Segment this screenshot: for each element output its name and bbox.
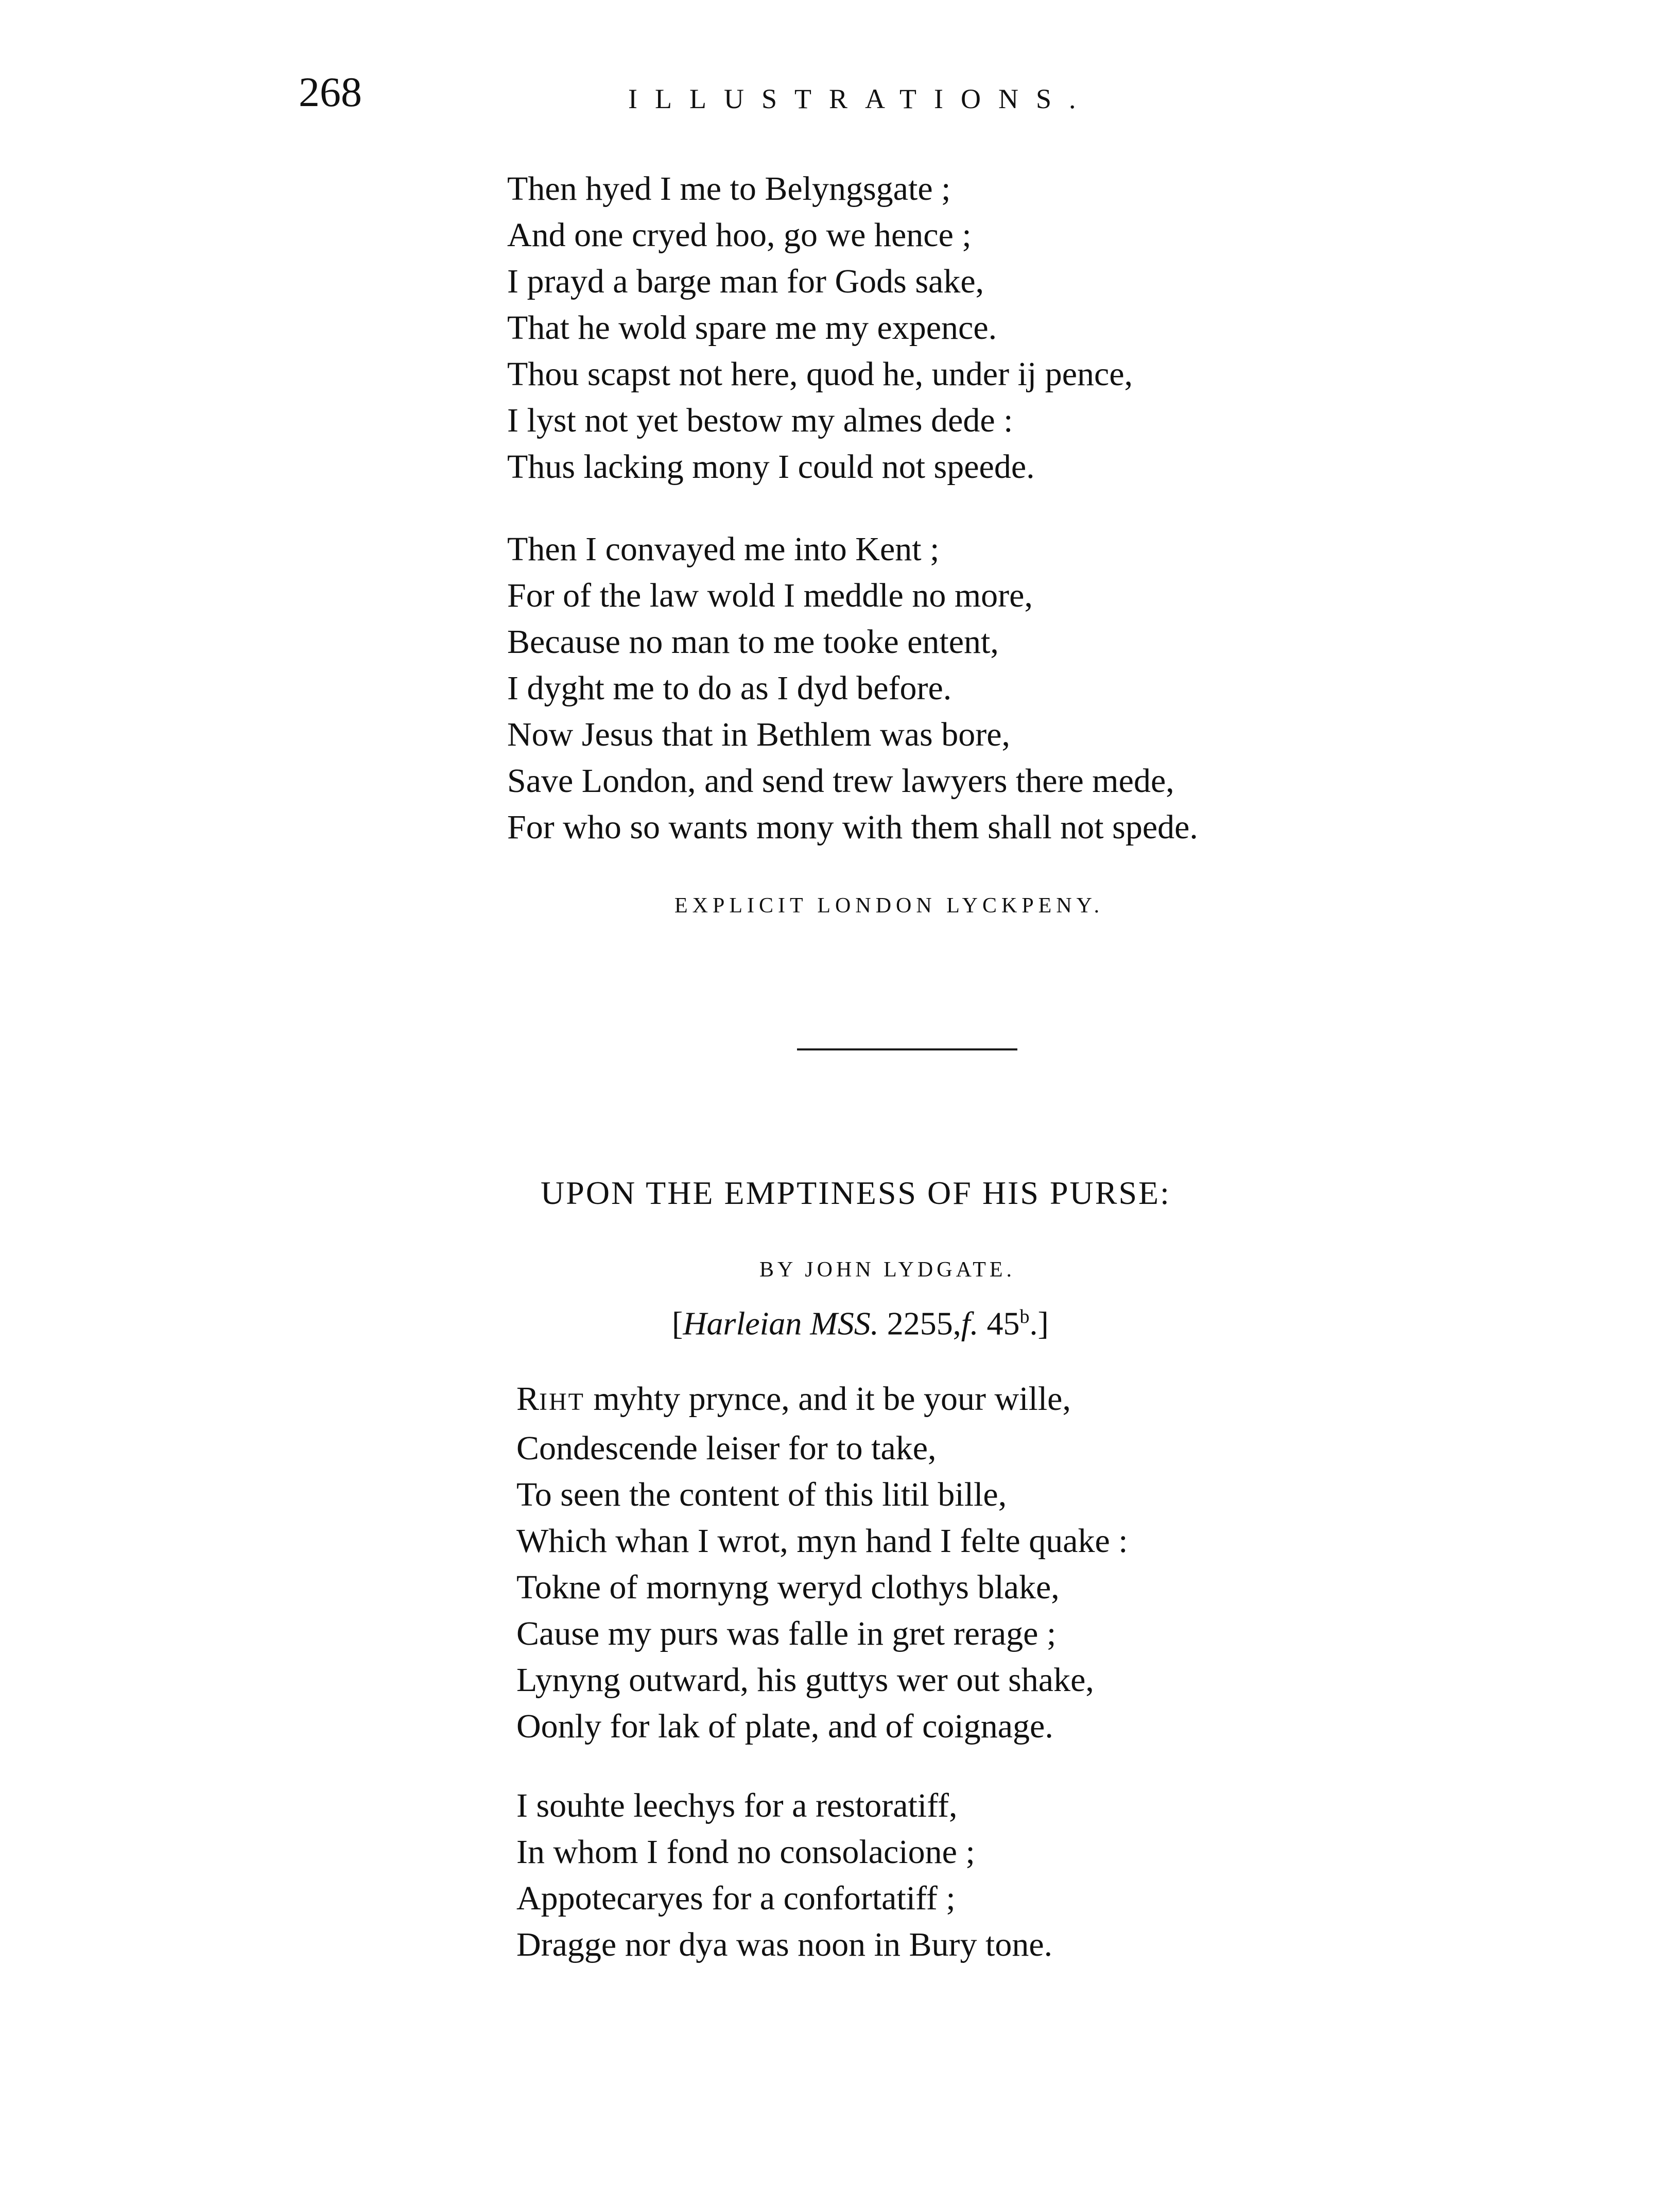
verse-line: Lynyng outward, his guttys wer out shake, [516,1661,1094,1699]
verse-line: Appotecaryes for a confortatiff ; [516,1879,956,1917]
verse-line: For of the law wold I meddle no more, [507,577,1033,614]
verse-line: Cause my purs was falle in gret rerage ; [516,1615,1057,1652]
verse-line: Then I convayed me into Kent ; [507,530,940,568]
verse-line: To seen the content of this litil bille, [516,1476,1007,1513]
folio-leaf: 45 [986,1305,1020,1342]
verse-line: Oonly for lak of plate, and of coignage. [516,1708,1053,1745]
running-head: ILLUSTRATIONS. [628,83,1094,114]
lyckpeny-stanza-2 [507,526,1198,851]
section-divider [797,1048,1017,1050]
first-line-text: myhty prynce, and it be your wille, [585,1380,1071,1418]
byline: BY JOHN LYDGATE. [759,1258,1016,1282]
page-number: 268 [299,68,362,115]
verse-line: Save London, and send trew lawyers there mede, [507,762,1174,800]
lyckpeny-stanza-1 [507,166,1133,490]
verse-line: Which whan I wrot, myn hand I felte quake : [516,1522,1128,1560]
bracket-open: [ [672,1305,683,1342]
manuscript-name: Harleian MSS. [683,1305,879,1342]
verse-line: I prayd a barge man for Gods sake, [507,263,984,300]
verse-line: Thou scapst not here, quod he, under ij pence, [507,355,1133,393]
manuscript-number: 2255, [887,1305,961,1342]
verse-line: For who so wants mony with them shall not spede. [507,808,1198,846]
purse-stanza-1 [516,1376,1128,1750]
verse-line: That he wold spare me my expence. [507,309,997,347]
verse-line: In whom I fond no consolacione ; [516,1833,975,1871]
small-caps-word: IHT [539,1388,585,1416]
verse-line: Condescende leiser for to take, [516,1429,937,1467]
manuscript-reference [672,1307,1049,1340]
verse-line: Tokne of mornyng weryd clothys blake, [516,1568,1060,1606]
poem-title: UPON THE EMPTINESS OF HIS PURSE: [541,1175,1171,1211]
verse-line: Thus lacking mony I could not speede. [507,448,1035,486]
verse-line: I lyst not yet bestow my almes dede : [507,402,1013,439]
verse-line [516,1376,1128,1425]
bracket-close: .] [1029,1305,1049,1342]
verse-line: Then hyed I me to Belyngsgate ; [507,170,951,208]
folio-side: b [1019,1306,1030,1327]
purse-stanza-2 [516,1783,1052,1968]
verse-line: I dyght me to do as I dyd before. [507,669,952,707]
verse-line: Dragge nor dya was noon in Bury tone. [516,1926,1053,1963]
verse-line: Because no man to me tooke entent, [507,623,999,661]
colophon: EXPLICIT LONDON LYCKPENY. [674,894,1104,918]
drop-initial: R [516,1380,540,1418]
folio-label: f. [961,1305,979,1342]
verse-line: Now Jesus that in Bethlem was bore, [507,716,1011,753]
verse-line: I souhte leechys for a restoratiff, [516,1787,958,1824]
verse-line: And one cryed hoo, go we hence ; [507,216,972,254]
